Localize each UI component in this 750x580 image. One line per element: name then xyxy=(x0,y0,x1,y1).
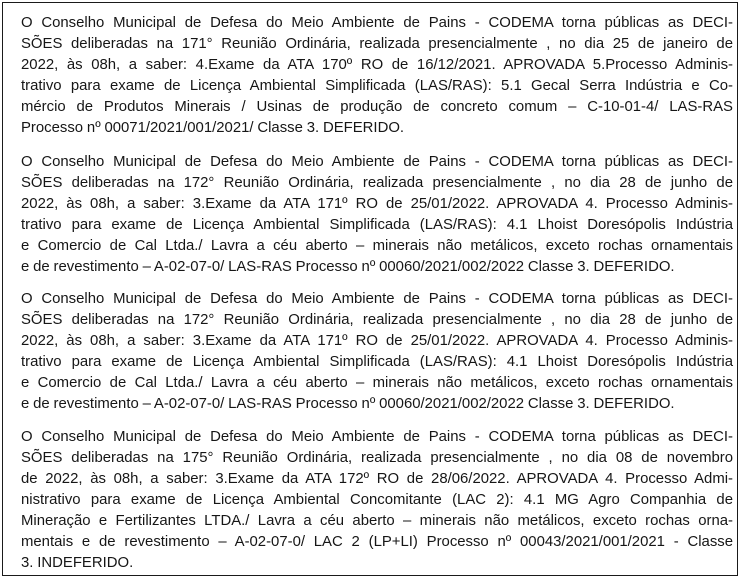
notice-line: O Conselho Municipal de Defesa do Meio Ambiente de Pains - CODEMA torna públicas as DECI- xyxy=(21,291,733,307)
notice-line: O Conselho Municipal de Defesa do Meio Ambiente de Pains - CODEMA torna públicas as DECI- xyxy=(21,429,733,445)
notice-line: e Comercio de Cal Ltda./ Lavra a céu aberto – minerais não metálicos, exceto rochas ornamentais xyxy=(21,375,733,391)
notice-line: O Conselho Municipal de Defesa do Meio Ambiente de Pains - CODEMA torna públicas as DECI- xyxy=(21,154,733,170)
notice-line: nistrativo para exame de Licença Ambiental Concomitante (LAC 2): 4.1 MG Agro Companhia de xyxy=(21,492,733,508)
notice-line: SÕES deliberadas na 171° Reunião Ordinária, realizada presencialmente , no dia 25 de janeiro de xyxy=(21,36,733,52)
notice-line: Mineração e Fertilizantes LTDA./ Lavra a céu aberto – minerais não metálicos, exceto rochas orna- xyxy=(21,513,733,529)
notice-line: 2022, às 08h, a saber: 4.Exame da ATA 170º RO de 16/12/2021. APROVADA 5.Processo Adminis- xyxy=(21,57,733,73)
notice-line: SÕES deliberadas na 172° Reunião Ordinária, realizada presencialmente , no dia 28 de junho de xyxy=(21,312,733,328)
notice-line: trativo para exame de Licença Ambiental Simplificada (LAS/RAS): 4.1 Lhoist Doresópolis Indústria xyxy=(21,217,733,233)
notice-line: SÕES deliberadas na 172° Reunião Ordinária, realizada presencialmente , no dia 28 de junho de xyxy=(21,175,733,191)
notice-line: trativo para exame de Licença Ambiental Simplificada (LAS/RAS): 5.1 Gecal Serra Indústria e Co- xyxy=(21,78,733,94)
notice-paragraph-3 xyxy=(21,289,733,415)
notice-line: e de revestimento – A-02-07-0/ LAS-RAS Processo nº 00060/2021/002/2022 Classe 3. DEFERIDO. xyxy=(21,396,675,412)
notice-line: 2022, às 08h, a saber: 3.Exame da ATA 171º RO de 25/01/2022. APROVADA 4. Processo Adminis- xyxy=(21,333,733,349)
notice-line: e de revestimento – A-02-07-0/ LAS-RAS Processo nº 00060/2021/002/2022 Classe 3. DEFERIDO. xyxy=(21,259,675,275)
notice-frame xyxy=(2,2,738,576)
notice-paragraph-1 xyxy=(21,13,733,139)
notice-line: Processo nº 00071/2021/001/2021/ Classe 3. DEFERIDO. xyxy=(21,120,405,136)
notice-line: O Conselho Municipal de Defesa do Meio Ambiente de Pains - CODEMA torna públicas as DECI- xyxy=(21,15,733,31)
notice-line: mércio de Produtos Minerais / Usinas de produção de concreto comum – C-10-01-4/ LAS-RAS xyxy=(21,99,733,115)
notice-paragraph-2 xyxy=(21,152,733,278)
notice-line: trativo para exame de Licença Ambiental Simplificada (LAS/RAS): 4.1 Lhoist Doresópolis Indústria xyxy=(21,354,733,370)
notice-line: de 2022, às 08h, a saber: 3.Exame da ATA 172º RO de 28/06/2022. APROVADA 4. Processo Admi- xyxy=(21,471,733,487)
notice-line: e Comercio de Cal Ltda./ Lavra a céu aberto – minerais não metálicos, exceto rochas ornamentais xyxy=(21,238,733,254)
notice-line: 2022, às 08h, a saber: 3.Exame da ATA 171º RO de 25/01/2022. APROVADA 4. Processo Adminis- xyxy=(21,196,733,212)
notice-line: 3. INDEFERIDO. xyxy=(21,555,134,571)
notice-line: SÕES deliberadas na 175° Reunião Ordinária, realizada presencialmente , no dia 08 de novembro xyxy=(21,450,733,466)
notice-paragraph-4 xyxy=(21,427,733,574)
notice-line: mentais e de revestimento – A-02-07-0/ LAC 2 (LP+LI) Processo nº 00043/2021/001/2021 - Classe xyxy=(21,534,733,550)
